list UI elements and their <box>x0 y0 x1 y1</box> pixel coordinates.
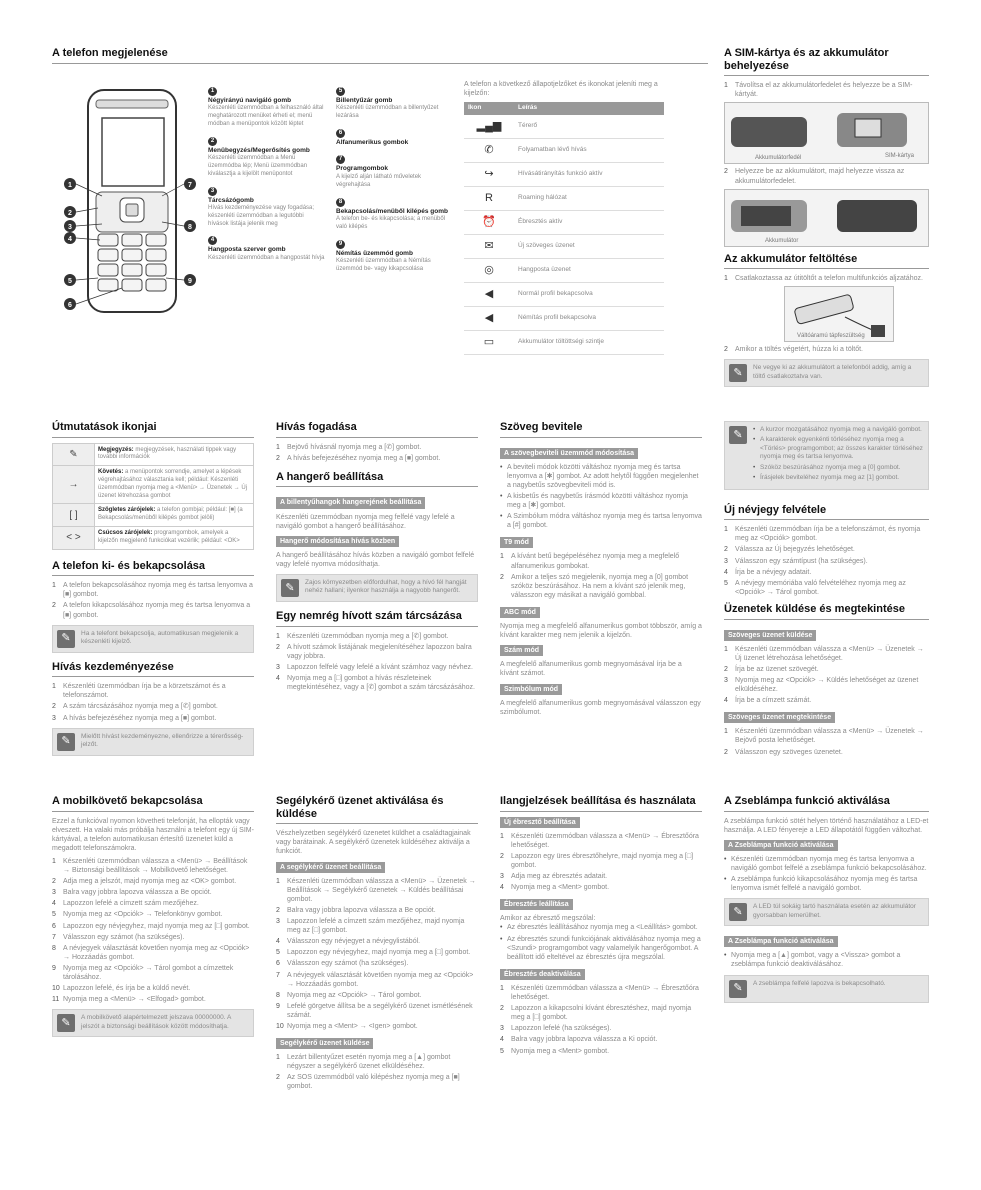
table-row <box>464 115 664 139</box>
item-title: Bekapcsolás/menüből kilépés gomb <box>336 207 448 215</box>
alarm-bar-2: Ébresztés leállítása <box>500 899 573 910</box>
note-text: Ne vegye ki az akkumulátort a telefonból addig, amíg a töltő csatlakoztatva van. <box>753 364 912 380</box>
list-item: 2 Írja be az üzenet szövegét. <box>724 665 819 673</box>
message-bar-2: Szöveges üzenet megtekintése <box>724 712 835 723</box>
voicemail-icon: ◎ <box>464 259 514 283</box>
list-item: 4 Nyomja meg a <Ment> gombot. <box>500 884 610 892</box>
mobile-steps <box>52 857 254 1004</box>
item-8 <box>336 197 454 232</box>
list-item: 5 Nyomja meg az <Opciók> → Telefonkönyv gombot. <box>52 911 223 919</box>
note-text: Mielőtt hívást kezdeményezne, ellenőrizze a térerősség-jelzőt. <box>81 732 244 749</box>
redial-title: Egy nemrég hívott szám tárcsázása <box>276 610 478 627</box>
item-number: 4 <box>208 236 217 245</box>
list-item: • Az ébresztés szundi funkciójának aktiválásához nyomja meg a <Szundi> programgombot vagy valamelyik hangerőgombot. A beállított idő elteltével az ébresztés újra megszólal. <box>500 935 702 962</box>
list-item: 3 Lapozzon felfelé vagy lefelé a kívánt számhoz vagy névhez. <box>276 663 473 671</box>
table-row: ✎ Megjegyzés: megjegyzések, használati tippek vagy további információk <box>53 443 254 466</box>
list-item: 1 Készenléti üzemmódban válassza a <Menü> → Üzenetek → Új üzenet létrehozása lehetőséget. <box>724 645 924 662</box>
table-row <box>464 211 664 235</box>
list-item: 1 A telefon bekapcsolásához nyomja meg és tartsa lenyomva a [■] gombot. <box>52 582 253 599</box>
list-item: 2 A szám tárcsázásához nyomja meg a [✆] gombot. <box>52 703 218 711</box>
svg-text:7: 7 <box>188 182 192 189</box>
torch-bar-2: A Zseblámpa funkció aktiválása <box>724 936 838 947</box>
items-col-a <box>208 86 326 270</box>
mobile-intro: Ezzel a funkcióval nyomon követheti telefonját, ha ellopták vagy elveszett. Ha valaki más próbálja használni a telefont egy új SIM-kártyával, a telefon automatikusan értesítő üzenetet küld a megadott telefonszámokra. <box>52 817 254 852</box>
item-title: Némítás üzemmód gomb <box>336 249 413 257</box>
onoff-note <box>52 625 254 653</box>
list-item: 7 Válasszon egy számot (ha szükséges). <box>52 933 185 941</box>
abc-text: Nyomja meg a megfelelő alfanumerikus gombot többször, amíg a kívánt karakter meg nem jelenik a kijelzőn. <box>500 623 702 640</box>
item-2 <box>208 136 326 179</box>
list-item: 9 Lefelé görgetve állítsa be a segélykérő üzenet ismétlésének számát. <box>276 1002 473 1019</box>
appearance-section <box>52 47 708 69</box>
icon-desc: Némítás profil bekapcsolva <box>514 307 664 331</box>
icon-desc: Ébresztés aktív <box>514 211 664 235</box>
list-item: • Készenléti üzemmódban nyomja meg és tartsa lenyomva a navigáló gombot felfelé a zseblámpa funkció bekapcsolásához. <box>724 855 929 873</box>
list-item: 2 Balra vagy jobbra lapozva válassza a Be opciót. <box>276 906 436 914</box>
sim-illustration <box>724 102 929 164</box>
sim-drawing <box>725 103 928 163</box>
volume-note <box>276 574 478 602</box>
volume-text-2: A hangerő beállításához hívás közben a navigáló gombot felfelé vagy lefelé nyomva módosíthatja. <box>276 551 475 568</box>
list-item: 1 Bejövő hívásnál nyomja meg a [✆] gombot. <box>276 443 422 451</box>
icon-desc: Folyamatban lévő hívás <box>514 139 664 163</box>
item-desc: Hívás kezdeményezése vagy fogadása; készenléti üzemmódban a legutóbbi hívások listája jelenik meg <box>208 205 315 227</box>
list-item: 1 Készenléti üzemmódban válassza a <Menü> → Üzenetek → Beállítások → Segélykérő üzenetek → Küldés beállításai gombot. <box>276 877 476 903</box>
table-row <box>464 235 664 259</box>
contact-msg-section <box>724 421 929 759</box>
torch-title: A Zseblámpa funkció aktiválása <box>724 795 929 812</box>
battery-drawing <box>725 190 928 246</box>
item-desc: Készenléti üzemmódban a hangpostát hívja <box>208 254 325 261</box>
icon-desc: Hívásátirányítás funkció aktív <box>514 163 664 187</box>
list-item: 2 Válassza az Új bejegyzés lehetőséget. <box>724 546 855 554</box>
mobile-note <box>52 1009 254 1037</box>
icon-desc: Hangposta üzenet <box>514 259 664 283</box>
icons-table-section <box>464 80 664 355</box>
note-text: A zseblámpa felfelé lapozva is bekapcsolható. <box>753 979 886 987</box>
list-item: 8 A névjegyek választását követően nyomja meg az <Opciók> → Hozzáadás gombot. <box>52 944 250 961</box>
item-1 <box>208 86 326 129</box>
list-item: 4 Írja be a névjegy adatait. <box>724 568 812 576</box>
list-item: 2 Amikor a teljes szó megjelenik, nyomja meg a [0] gombot szóköz beszúrásához. Ha nem a kívánt szó jelenik meg, válasszon egy másikat a navigáló gombbal. <box>500 573 689 599</box>
icons-table <box>464 102 664 355</box>
list-item: 1 Csatlakoztassa az útitöltőt a telefon multifunkciós aljzatához. <box>724 275 923 283</box>
svg-text:3: 3 <box>68 224 72 231</box>
text-title: Szöveg bevitele <box>500 421 702 438</box>
torch-intro: A zseblámpa funkció sötét helyen történő használatához a LED-et használja. A LED fényereje a LED állapotától függően változhat. <box>724 817 929 834</box>
list-item: 1 Készenléti üzemmódban írja be a telefonszámot, és nyomja meg az <Opciók> gombot. <box>724 526 921 543</box>
item-title: Tárcsázógomb <box>208 196 254 204</box>
list-item: 2 Lapozzon a kikapcsolni kívánt ébresztéshez, majd nyomja meg a [□] gombot. <box>500 1005 692 1022</box>
icon-desc: Térerő <box>514 115 664 139</box>
torch-note-1 <box>724 898 929 926</box>
alarm-icon: ⏰ <box>464 211 514 235</box>
alarm-bar-1: Új ébresztő beállítása <box>500 817 580 828</box>
sos-bar-1: A segélykérő üzenet beállítása <box>276 862 385 873</box>
list-item: 3 Balra vagy jobbra lapozva válassza a Be opciót. <box>52 889 212 897</box>
list-item: 3 Adja meg az ébresztés adatait. <box>500 873 608 881</box>
table-row <box>464 259 664 283</box>
list-item: 5 Nyomja meg a <Ment> gombot. <box>500 1047 610 1055</box>
mobile-title: A mobilkövető bekapcsolása <box>52 795 254 812</box>
volume-bar-1: A billentyűhangok hangerejének beállítása <box>276 497 425 508</box>
volume-bar-2: Hangerő módosítása hívás közben <box>276 536 399 547</box>
table-row <box>464 283 664 307</box>
list-item: 1 Lezárt billentyűzet esetén nyomja meg a [▲] gombot négyszer a segélykérő üzenet elküldéséhez. <box>276 1054 451 1071</box>
list-item: 11 Nyomja meg a <Menü> → <Elfogad> gombot. <box>52 996 206 1004</box>
charge-steps-2 <box>724 345 929 354</box>
list-item: 5 Lapozzon egy névjegyhez, majd nyomja meg a [□] gombot. <box>276 949 471 957</box>
phone-illustration <box>62 88 198 318</box>
item-number: 1 <box>208 87 217 96</box>
table-row: < > Csúcsos zárójelek: programgombok, amelyek a kijelzőn megjelenő funkciókat vezérlik; például: <OK> <box>53 527 254 550</box>
list-item: 2 Adja meg a jelszót, majd nyomja meg az <OK> gombot. <box>52 878 237 886</box>
note-icon: ✎ <box>57 1014 75 1032</box>
item-title: Alfanumerikus gombok <box>336 139 409 147</box>
charge-steps <box>724 274 929 283</box>
list-item: • A karakterek egyenkénti törléséhez nyomja meg a <Törlés> programgombot; az összes karakter törléséhez nyomja meg és tartsa lenyomva. <box>753 436 924 461</box>
item-title: Menübegyzés/Megerősítés gomb <box>208 146 310 154</box>
list-item: 2 A hívás befejezéséhez nyomja meg a [■] gombot. <box>276 454 441 462</box>
icon-desc: Akkumulátor töltöttségi szintje <box>514 331 664 355</box>
item-title: Négyirányú navigáló gomb <box>208 97 292 104</box>
mobile-tracker-section <box>52 795 254 1042</box>
list-item: 7 A névjegyek választását követően nyomja meg az <Opciók> → Hozzáadás gombot. <box>276 971 474 988</box>
list-item: 10 Lapozzon lefelé, és írja be a küldő nevét. <box>52 985 191 993</box>
label-battery: Akkumulátor <box>765 237 799 244</box>
volume-title: A hangerő beállítása <box>276 471 478 488</box>
list-item: 1 Készenléti üzemmódban válassza a <Menü> → Üzenetek → Bejövő posta lehetőséget. <box>724 728 924 745</box>
mute-icon: ◀ <box>464 307 514 331</box>
alarm-steps-3 <box>500 984 702 1056</box>
list-item: 1 Készenléti üzemmódban nyomja meg a [✆] gombot. <box>276 632 449 640</box>
svg-text:8: 8 <box>188 224 192 231</box>
table-row: → Követés: a menüpontok sorrendje, amelyet a lépések végrehajtásához választania kell; például: Készenléti üzemmódban nyomja meg a <Menü> → Üzenetek → Új üzenet létrehozása gombot <box>53 466 254 504</box>
list-item: 10 Nyomja meg a <Ment> → <Igen> gombot. <box>276 1022 418 1030</box>
list-item: 1 Készenléti üzemmódban válassza a <Menü> → Ébresztőóra lehetőséget. <box>500 984 699 1002</box>
list-item: 4 Írja be a címzett számát. <box>724 697 812 705</box>
sos-bar-2: Segélykérő üzenet küldése <box>276 1038 373 1049</box>
item-number: 3 <box>208 187 217 196</box>
list-item: • Írásjelek beviteléhez nyomja meg az [1] gombot. <box>753 474 924 482</box>
text-bar-1: A szövegbeviteli üzemmód módosítása <box>500 448 638 459</box>
text-bullets <box>500 463 702 531</box>
text-note-list <box>753 426 924 485</box>
note-icon: ✎ <box>53 443 95 466</box>
list-item: 3 Lapozzon lefelé a címzett szám mezőjéhez, majd nyomja meg az [□] gombot. <box>276 918 465 935</box>
call-forward-icon: ↪ <box>464 163 514 187</box>
torch-bar-1: A Zseblámpa funkció aktiválása <box>724 840 838 851</box>
col-icon: Ikon <box>464 102 514 114</box>
onoff-title: A telefon ki- és bekapcsolása <box>52 560 254 577</box>
call-steps <box>52 682 254 722</box>
item-9 <box>336 239 454 274</box>
text-note <box>724 421 929 490</box>
list-item: • A zseblámpa funkció kikapcsolásához nyomja meg és tartsa lenyomva ismét felfelé a navigáló gombot. <box>724 875 929 893</box>
table-row <box>464 307 664 331</box>
list-item: 2 A hívott számok listájának megjelenítéséhez lapozzon balra vagy jobbra. <box>276 643 472 660</box>
symbol-text: A megfelelő alfanumerikus gomb megnyomásával válasszon egy szimbólumot. <box>500 699 701 716</box>
volume-text-1: Készenléti üzemmódban nyomja meg felfelé vagy lefelé a navigáló gombot a hangerő beállításához. <box>276 513 455 530</box>
note-text: A mobilkövető alapértelmezett jelszava 00000000. A jelszót a biztonsági beállítások között módosíthatja. <box>81 1014 231 1030</box>
speaker-icon: ◀ <box>464 283 514 307</box>
list-item: 1 Készenléti üzemmódban írja be a körzetszámot és a telefonszámot. <box>52 683 226 700</box>
item-6 <box>336 128 454 147</box>
item-desc: Készenléti üzemmódban a Menü üzemmódba lép; Menü üzemmódban kiválasztja a kijelölt menüpontot <box>208 155 308 177</box>
list-item: 9 Nyomja meg az <Opciók> → Tárol gombot a címzettek tárolásához. <box>52 964 234 982</box>
alarm-steps-1 <box>500 832 702 893</box>
col-desc: Leírás <box>514 102 664 114</box>
list-item: 8 Nyomja meg az <Opciók> → Tárol gombot. <box>276 991 422 999</box>
brackets-icon: [ ] <box>53 504 95 527</box>
note-text: Ha a telefont bekapcsolja, automatikusan megjelenik a készenléti kijelző. <box>81 629 239 646</box>
battery-illustration <box>724 189 929 247</box>
t9-bar: T9 mód <box>500 537 533 548</box>
message-bar-1: Szöveges üzenet küldése <box>724 630 816 641</box>
arrow-icon: → <box>53 466 95 504</box>
torch-bullets <box>724 855 929 893</box>
battery-icon: ▭ <box>464 331 514 355</box>
sim-title: A SIM-kártya és az akkumulátor behelyezése <box>724 47 929 76</box>
item-number: 5 <box>336 87 345 96</box>
sim-steps-2 <box>724 167 929 185</box>
svg-text:5: 5 <box>68 278 72 285</box>
list-item: 2 A telefon kikapcsolásához nyomja meg és tartsa lenyomva a [■] gombot. <box>52 602 251 619</box>
items-col-b <box>336 86 454 281</box>
alarm-text: Amikor az ébresztő megszólal: <box>500 915 596 923</box>
list-item: • A beviteli módok közötti váltáshoz nyomja meg és tartsa lenyomva a [✱] gombot. Az adott helytől függően megjelenhet a nagybetűs szövegbeviteli mód is. <box>500 463 702 490</box>
svg-text:6: 6 <box>68 302 72 309</box>
list-item: 2 Az SOS üzemmódból való kilépéshez nyomja meg a [■] gombot. <box>276 1074 460 1091</box>
label-sim: SIM-kártya <box>885 153 915 160</box>
angle-brackets-icon: < > <box>53 527 95 550</box>
message-steps-2 <box>724 727 929 756</box>
note-icon: ✎ <box>729 980 747 998</box>
list-item: 2 Válasszon egy szöveges üzenetet. <box>724 748 843 756</box>
signal-icon: ▂▄▆ <box>464 115 514 139</box>
note-icon: ✎ <box>729 426 747 444</box>
roaming-icon: R <box>464 187 514 211</box>
charger-drawing <box>785 287 893 341</box>
sos-intro: Vészhelyzetben segélykérő üzenetet küldhet a családtagjainak vagy barátainak. A segélykérő üzenetek küldéséhez aktiválja a funkciót. <box>276 830 471 856</box>
table-row <box>464 331 664 355</box>
table-row: [ ] Szögletes zárójelek: a telefon gombjai; például: [■] (a Bekapcsolás/menüből kilépés gombot jelöli) <box>53 504 254 527</box>
list-item: 4 Lapozzon lefelé a címzett szám mezőjéhez. <box>52 900 199 908</box>
message-steps-1 <box>724 645 929 706</box>
list-item: 3 Nyomja meg az <Opciók> → Küldés lehetőséget az üzenet elküldéséhez. <box>724 676 919 694</box>
list-item: 1 A kívánt betű begépeléséhez nyomja meg a megfelelő alfanumerikus gombokat. <box>500 553 680 570</box>
list-item: 6 Válasszon egy számot (ha szükséges). <box>276 960 409 968</box>
icon-desc: Roaming hálózat <box>514 187 664 211</box>
item-number: 7 <box>336 155 345 164</box>
list-item: • Nyomja meg a [▲] gombot, vagy a <Vissza> gombot a zseblámpa funkció deaktiválásához. <box>724 951 929 969</box>
item-desc: Készenléti üzemmódban a Némítás üzemmód be- vagy kikapcsolása <box>336 257 431 272</box>
item-title: Programgombok <box>336 165 389 173</box>
list-item: 3 Válasszon egy számtípust (ha szükséges). <box>724 557 868 565</box>
note-text: Zajos környezetben előfordulhat, hogy a hívó fél hangját nehéz hallani; ilyenkor használja a nagyobb hangerőt. <box>305 579 467 595</box>
guide-title: Útmutatások ikonjai <box>52 421 254 438</box>
list-item: 2 Amikor a töltés végetért, húzza ki a töltőt. <box>724 346 864 354</box>
item-4 <box>208 235 326 262</box>
answer-title: Hívás fogadása <box>276 421 478 438</box>
torch-section <box>724 795 929 1008</box>
item-title: Billentyűzár gomb <box>336 97 393 104</box>
list-item: • A Szimbólum módra váltáshoz nyomja meg és tartsa lenyomva a [#] gombot. <box>500 512 702 530</box>
label-cover: Akkumulátorfedél <box>755 155 802 162</box>
list-item: 3 A hívás befejezéséhez nyomja meg a [■] gombot. <box>52 714 217 722</box>
item-number: 8 <box>336 198 345 207</box>
alarm-bullets <box>500 923 702 961</box>
item-5 <box>336 86 454 121</box>
sim-section <box>724 47 929 392</box>
icon-desc: Új szöveges üzenet <box>514 235 664 259</box>
table-row <box>464 139 664 163</box>
call-icon: ✆ <box>464 139 514 163</box>
contact-title: Új névjegy felvétele <box>724 504 929 521</box>
alarm-bar-3: Ébresztés deaktiválása <box>500 969 585 980</box>
redial-steps <box>276 632 478 693</box>
item-number: 9 <box>336 240 345 249</box>
sos-steps-1 <box>276 877 478 1031</box>
t9-steps <box>500 552 702 599</box>
charger-illustration <box>784 286 894 342</box>
charge-note <box>724 359 929 387</box>
table-intro: A telefon a következő állapotjelzőket és ikonokat jeleníti meg a kijelzőn: <box>464 81 658 98</box>
abc-bar: ABC mód <box>500 607 540 618</box>
charger-label: Váltóáramú tápfeszültség <box>797 333 865 340</box>
guide-section <box>52 421 254 761</box>
item-desc: A telefon be- és kikapcsolása; a menüből való kilépés <box>336 215 446 230</box>
sos-steps-2 <box>276 1053 478 1091</box>
torch-bullets-2 <box>724 951 929 969</box>
item-number: 6 <box>336 129 345 138</box>
item-desc: A kijelző alján látható műveletek végrehajtása <box>336 173 422 188</box>
list-item: 6 Lapozzon egy névjegyhez, majd nyomja meg az [□] gombot. <box>52 922 250 930</box>
call-title: Hívás kezdeményezése <box>52 661 254 678</box>
note-icon: ✎ <box>281 579 299 597</box>
charge-title: Az akkumulátor feltöltése <box>724 253 929 270</box>
list-item: 2 Lapozzon egy üres ébresztőhelyre, majd nyomja meg a [□] gombot. <box>500 852 694 870</box>
guide-table <box>52 443 254 550</box>
answer-steps <box>276 443 478 463</box>
list-item: 4 Nyomja meg a [□] gombot a hívás részleteinek megtekintéséhez, vagy a [✆] gombot a szám tárcsázásához. <box>276 675 475 692</box>
note-text: A LED túl sokáig tartó használata esetén az akkumulátor gyorsabban lemerülhet. <box>753 903 916 919</box>
sim-steps <box>724 81 929 99</box>
call-note <box>52 728 254 756</box>
item-3 <box>208 186 326 229</box>
note-icon: ✎ <box>57 733 75 751</box>
sos-section <box>276 795 478 1094</box>
svg-text:4: 4 <box>68 236 72 243</box>
svg-text:1: 1 <box>68 182 72 189</box>
list-item: • Szóköz beszúrásához nyomja meg a [0] gombot. <box>753 464 924 472</box>
contact-steps <box>724 525 929 597</box>
torch-note-2 <box>724 975 929 1003</box>
list-item: 2 Helyezze be az akkumulátort, majd helyezze vissza az akkumulátorfedelet. <box>724 168 905 185</box>
icon-desc: Normál profil bekapcsolva <box>514 283 664 307</box>
appearance-title: A telefon megjelenése <box>52 47 708 64</box>
svg-text:9: 9 <box>188 278 192 285</box>
note-icon: ✎ <box>57 630 75 648</box>
list-item: 5 A névjegy memóriába való felvételéhez nyomja meg az <Opciók> → Tárol gombot. <box>724 579 906 596</box>
list-item: 1 Készenléti üzemmódban válassza a <Menü> → Ébresztőóra lehetőséget. <box>500 832 699 849</box>
text-input-section <box>500 421 702 717</box>
alarm-section <box>500 795 702 1058</box>
number-bar: Szám mód <box>500 645 543 656</box>
sos-title: Segélykérő üzenet aktiválása és küldése <box>276 795 478 824</box>
message-icon: ✉ <box>464 235 514 259</box>
note-icon: ✎ <box>729 903 747 921</box>
list-item: • Az ébresztés leállításához nyomja meg a <Leállítás> gombot. <box>500 923 702 932</box>
note-icon: ✎ <box>729 364 747 382</box>
item-number: 2 <box>208 137 217 146</box>
onoff-steps <box>52 581 254 619</box>
svg-text:2: 2 <box>68 210 72 217</box>
list-item: • A kisbetűs és nagybetűs írásmód közötti váltáshoz nyomja meg a [✱] gombot. <box>500 492 702 510</box>
phone-drawing <box>62 88 198 318</box>
table-row <box>464 163 664 187</box>
number-text: A megfelelő alfanumerikus gomb megnyomásával írja be a kívánt számot. <box>500 661 682 678</box>
list-item: 3 Lapozzon lefelé (ha szükséges). <box>500 1025 612 1033</box>
item-desc: Készenléti üzemmódban a felhasználó által meghatározott menüket érheti el; menü módban a menüpontok között léptet <box>208 105 324 128</box>
table-row <box>464 187 664 211</box>
answer-section <box>276 421 478 694</box>
list-item: 4 Válasszon egy névjegyet a névjegylistából. <box>276 938 421 946</box>
list-item: • A kurzor mozgatásához nyomja meg a navigáló gombot. <box>753 426 924 434</box>
alarm-title: Ilangjelzések beállítása és használata <box>500 795 702 812</box>
item-title: Hangposta szerver gomb <box>208 246 286 254</box>
item-desc: Készenléti üzemmódban a billentyűzet lezárása <box>336 105 439 120</box>
message-title: Üzenetek küldése és megtekintése <box>724 603 929 620</box>
item-7 <box>336 154 454 189</box>
symbol-bar: Szimbólum mód <box>500 684 562 695</box>
list-item: 4 Balra vagy jobbra lapozva válassza a Ki opciót. <box>500 1036 658 1044</box>
list-item: 1 Készenléti üzemmódban válassza a <Menü> → Beállítások → Biztonsági beállítások → Mobilkövető lehetőséget. <box>52 858 248 875</box>
list-item: 1 Távolítsa el az akkumulátorfedelet és helyezze be a SIM-kártyát. <box>724 82 913 99</box>
